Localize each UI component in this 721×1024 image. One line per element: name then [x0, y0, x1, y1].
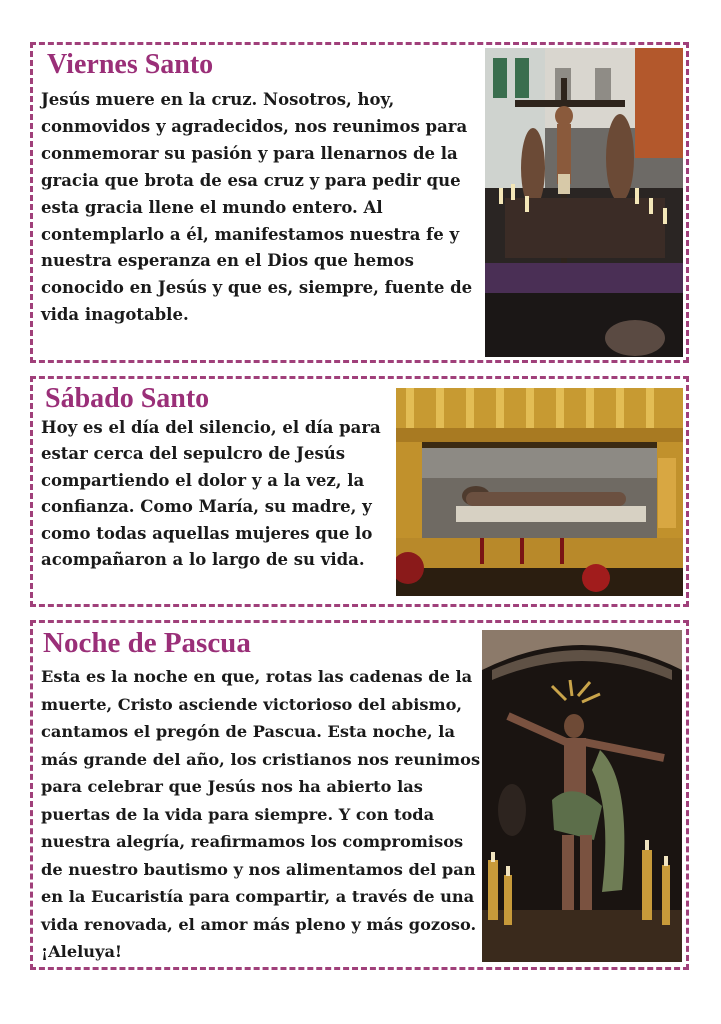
section-title: Noche de Pascua [43, 627, 251, 659]
section-noche-de-pascua [30, 620, 689, 970]
risen-christ-photo [482, 630, 682, 962]
section-text: Esta es la noche en que, rotas las cadenas de la muerte, Cristo asciende victorioso del abismo, cantamos el pregón de Pascua. Esta noche, la más grande del año, los cristianos nos reunimos para celebrar que Jesús nos ha abierto las puertas de la vida para siempre. Y con toda nuestra alegría, reafirmamos los compromisos de nuestro bautismo y nos alimentamos del pan en la Eucaristía para compartir, a través de una vida renovada, el amor más pleno y más gozoso. ¡Aleluya! [41, 667, 481, 961]
section-sabado-santo [30, 376, 689, 607]
section-text: Hoy es el día del silencio, el día para estar cerca del sepulcro de Jesús compartiendo el dolor y a la vez, la confianza. Como María, su madre, y como todas aquellas mujeres que lo acompañaron a lo largo de su vida. [41, 418, 381, 570]
section-title: Sábado Santo [45, 383, 210, 414]
section-viernes-santo [30, 42, 689, 363]
holy-sepulchre-photo [396, 388, 683, 596]
section-title: Viernes Santo [47, 49, 214, 80]
section-text: Jesús muere en la cruz. Nosotros, hoy, conmovidos y agradecidos, nos reunimos para conmemorar su pasión y para llenarnos de la gracia que brota de esa cruz y para pedir que esta gracia llene el mundo entero. Al contemplarlo a él, manifestamos nuestra fe y nuestra esperanza en el Dios que hemos conocido en Jesús y que es, siempre, fuente de vida inagotable. [41, 90, 473, 325]
crucifixion-procession-photo [485, 48, 683, 357]
